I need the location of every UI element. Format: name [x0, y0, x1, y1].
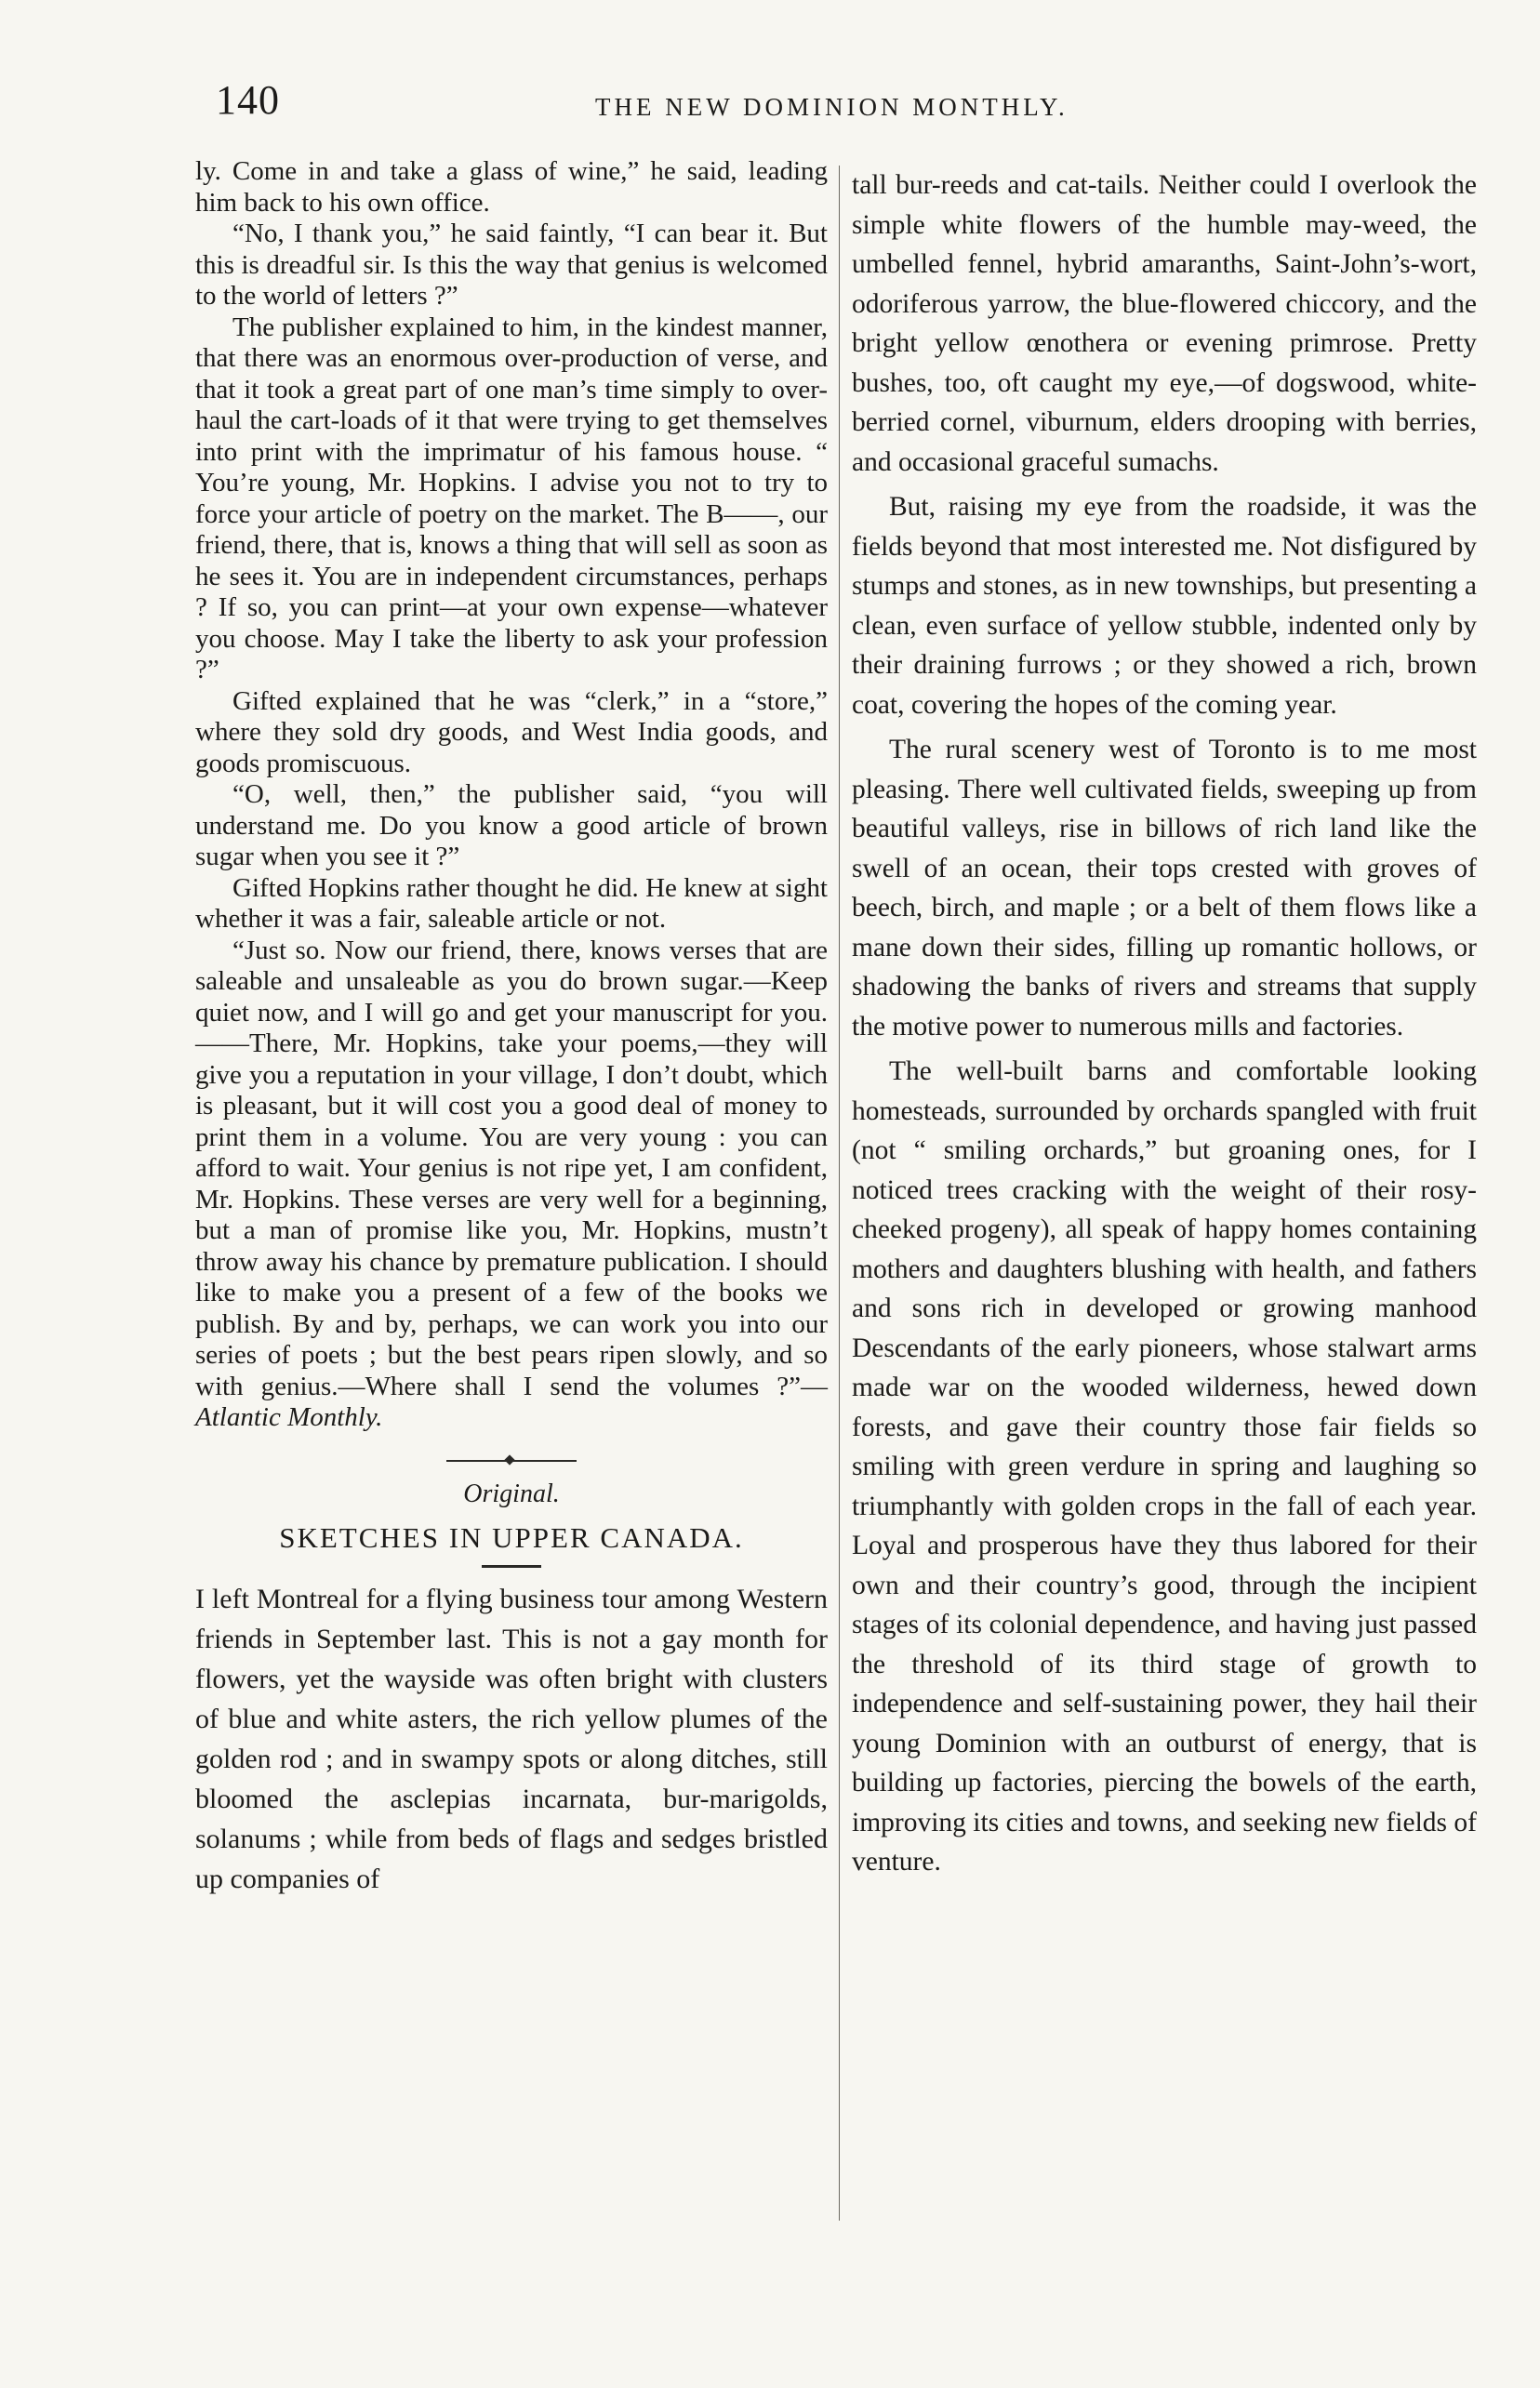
column-rule — [839, 166, 840, 2221]
article-paragraph: The well-built barns and comfortable looking homesteads, surrounded by orchards spangled with fruit (not “ smiling orchards,” but groaning ones, for I noticed trees cracking with the weight of their rosy-cheeked progeny), all speak of happy homes containing mothers and daughters blushing with health, and fathers and sons rich in developed or growing manhood Descendants of the early pioneers, whose stalwart arms made war on the wooded wilderness, hewed down forests, and gave their country those fair fields so smiling with green verdure in spring and laughing so triumphantly with golden crops in the fall of each year. Loyal and prosperous have they thus labored for their own and their country’s good, through the incipient stages of its colonial dependence, and having just passed the threshold of its third stage of growth to independence and self-sustaining power, they hail their young Dominion with an outburst of energy, that is building up factories, piercing the bowels of the earth, improving its cities and towns, and seeking new fields of venture. — [852, 1056, 1477, 1877]
story-paragraph: “No, I thank you,” he said faintly, “I can bear it. But this is dreadful sir. Is this the way that genius is welcomed to the world of letters ?” — [195, 219, 828, 311]
left-column — [195, 156, 828, 1899]
article-paragraph: tall bur-reeds and cat-tails. Neither could I overlook the simple white flowers of the humble may-weed, the umbelled fennel, hybrid amaranths, Saint-John’s-wort, odoriferous yarrow, the blue-flowered chiccory, and the bright yellow œnothera or evening primrose. Pretty bushes, too, oft caught my eye,—of dogswood, white-berried cornel, viburnum, elders drooping with berries, and occasional graceful sumachs. — [852, 170, 1477, 477]
story-paragraph: ly. Come in and take a glass of wine,” he said, leading him back to his own office. — [195, 156, 828, 218]
story-paragraph: The publisher explained to him, in the kindest manner, that there was an enormous over-production of verse, and that it took a great part of one man’s time simply to over-haul the cart-loads of it that were trying to get themselves into print with the imprimatur of his famous house. “ You’re young, Mr. Hopkins. I advise you not to try to force your article of poetry on the market. The B——, our friend, there, that is, knows a thing that will sell as soon as he sees it. You are in independent circumstances, perhaps ? If so, you can print—at your own expense—whatever you choose. May I take the liberty to ask your profession ?” — [195, 312, 828, 684]
story-paragraph: “O, well, then,” the publisher said, “you will understand me. Do you know a good article of brown sugar when you see it ?” — [195, 779, 828, 871]
article-paragraph: But, raising my eye from the roadside, it was the fields beyond that most interested me. Not disfigured by stumps and stones, as in new townships, but presenting a clean, even surface of yellow stubble, indented only by their draining furrows ; or they showed a rich, brown coat, covering the hopes of the coming year. — [852, 492, 1477, 720]
running-head: THE NEW DOMINION MONTHLY. — [595, 93, 1069, 121]
article-paragraph: I left Montreal for a flying business tour among Western friends in September last. This is not a gay month for flowers, yet the wayside was often bright with clusters of blue and white asters, the rich yellow plumes of the golden rod ; and in swampy spots or along ditches, still bloomed the asclepias incarnata, bur-marigolds, solanums ; while from beds of flags and sedges bristled up companies of — [195, 1583, 828, 1894]
story-paragraph: Gifted Hopkins rather thought he did. He knew at sight whether it was a fair, saleable article or not. — [195, 872, 828, 934]
story-paragraph: Gifted explained that he was “clerk,” in a “store,” where they sold dry goods, and West India goods, and goods promiscuous. — [195, 685, 828, 778]
source-credit: Atlantic Monthly. — [195, 1402, 383, 1432]
article-title: SKETCHES IN UPPER CANADA. — [279, 1521, 744, 1554]
article-body-start — [195, 1579, 828, 1899]
original-label: Original. — [463, 1479, 560, 1508]
section-divider — [446, 1460, 577, 1462]
page-number: 140 — [216, 77, 280, 123]
article-paragraph: The rural scenery west of Toronto is to me most pleasing. There well cultivated fields, sweeping up from beautiful valleys, rise in billows of rich land like the swell of an ocean, their tops crested with groves of beech, birch, and maple ; or a belt of them flows like a mane down their sides, filling up romantic hollows, or shadowing the banks of rivers and streams that supply the motive power to numerous mills and factories. — [852, 735, 1477, 1041]
title-rule — [482, 1565, 541, 1568]
story-paragraph-final — [195, 935, 828, 1434]
story-paragraph-text: “Just so. Now our friend, there, knows verses that are saleable and unsaleable as you do brown sugar.—Keep quiet now, and I will go and get your manuscript for you.——There, Mr. Hopkins, take your poems,—they will give you a reputation in your village, I don’t doubt, which is pleasant, but it will cost you a good deal of money to print them in a volume. You are very young : you can afford to wait. Your genius is not ripe yet, I am confident, Mr. Hopkins. These verses are very well for a beginning, but a man of promise like you, Mr. Hopkins, mustn’t throw away his chance by premature publication. I should like to make you a present of a few of the books we publish. By and by, perhaps, we can work you into our series of poets ; but the best pears ripen slowly, and so with genius.—Where shall I send the volumes ?”— — [195, 935, 828, 1401]
right-column — [852, 166, 1477, 1888]
